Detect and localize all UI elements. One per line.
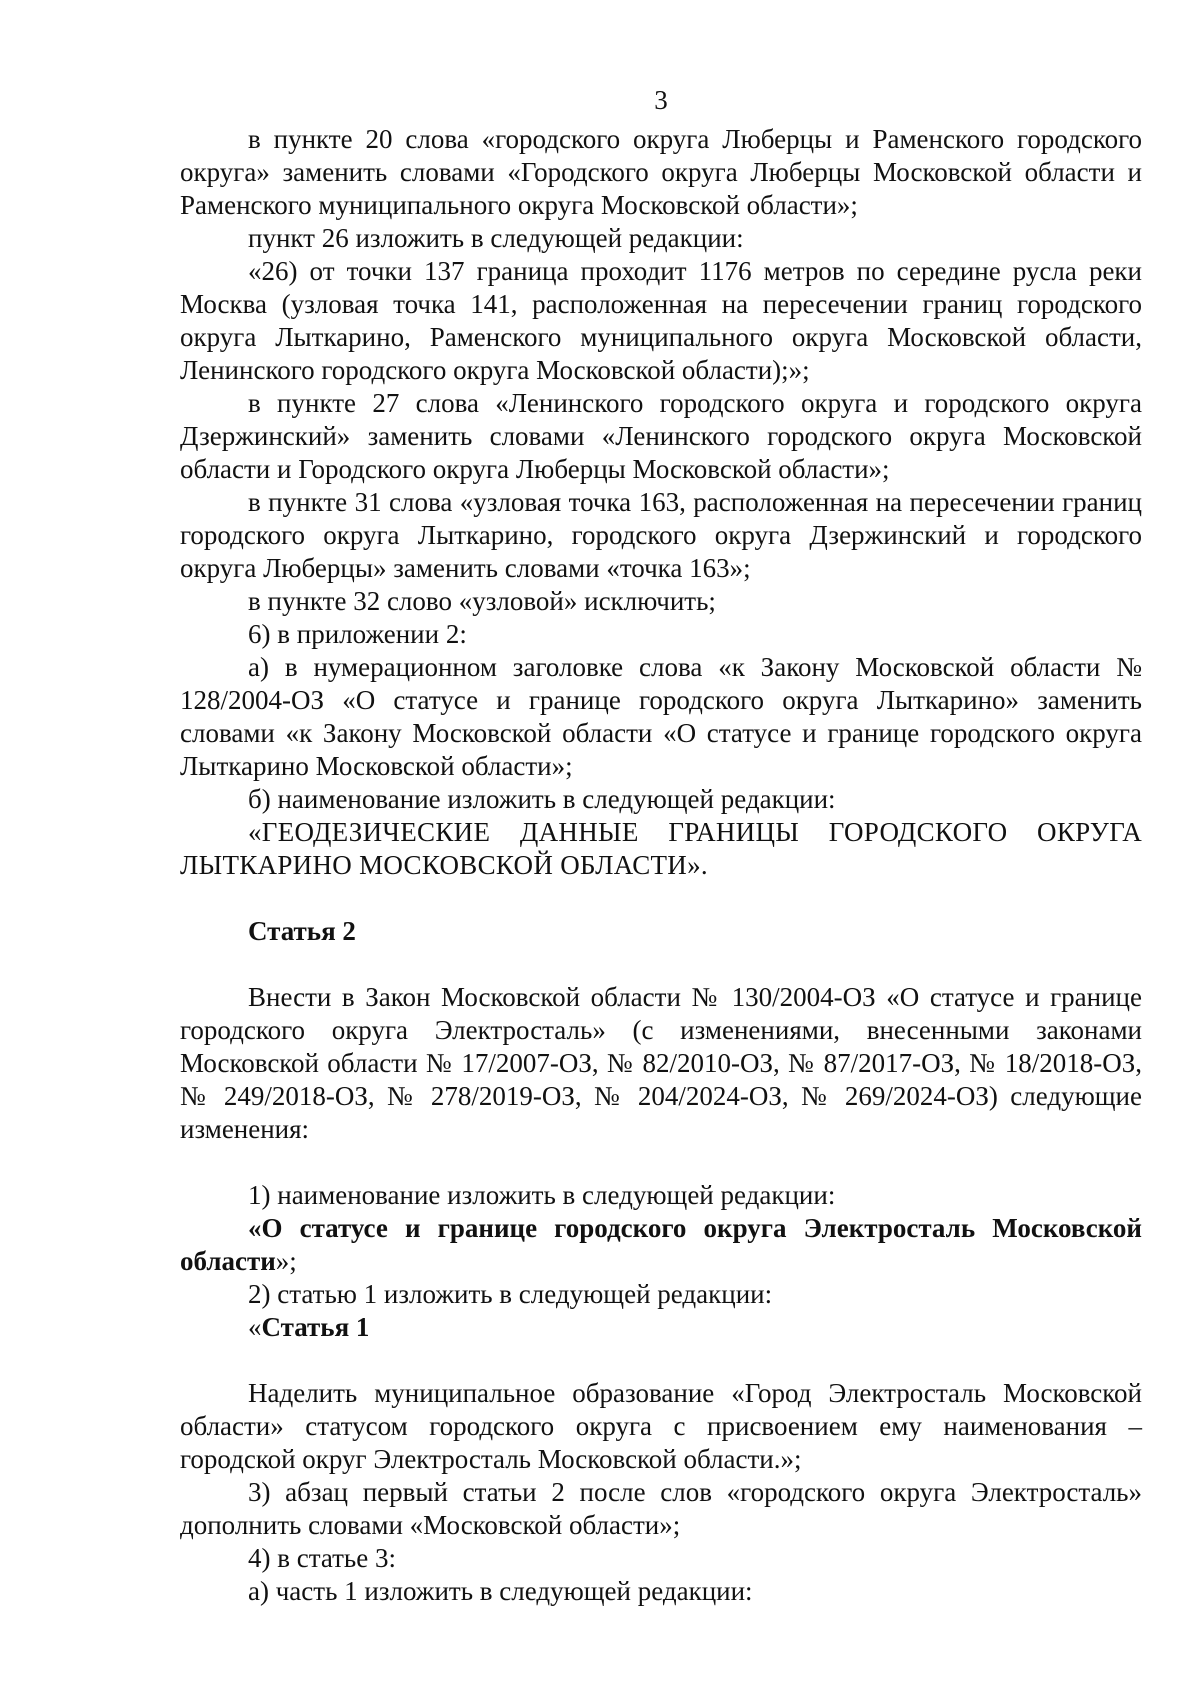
quote-end: »; — [275, 1246, 297, 1276]
spacer — [180, 1344, 1142, 1377]
article-1-title: Статья 1 — [261, 1312, 370, 1342]
paragraph: а) в нумерационном заголовке слова «к Закону Московской области № 128/2004-ОЗ «О статусе и границе городского округа Лыткарино» заменить словами «к Закону Московской области «О статусе и границе городского округа Лыткарино Московской области»; — [180, 652, 1142, 781]
paragraph: в пункте 27 слова «Ленинского городского округа и городского округа Дзержинский» заменить словами «Ленинского городского округа Московской области и Городского округа Люберцы Московской области»; — [180, 388, 1142, 484]
paragraph: пункт 26 изложить в следующей редакции: — [248, 223, 744, 253]
new-law-title: «О статусе и границе городского округа Электросталь Московской области — [180, 1213, 1142, 1276]
amendment-item-1-quote — [180, 1212, 1142, 1278]
article-2-intro: Внести в Закон Московской области № 130/2004-ОЗ «О статусе и границе городского округа Электросталь» (с изменениями, внесенными законами Московской области № 17/2007-ОЗ, № 82/2010-ОЗ, № 87/2017-ОЗ, № 18/2018-ОЗ, № 249/2018-ОЗ, № 278/2019-ОЗ, № 204/2024-ОЗ, № 269/2024-ОЗ) следующие изменения: — [180, 982, 1142, 1144]
spacer — [180, 1146, 1142, 1179]
amendment-item-4a: а) часть 1 изложить в следующей редакции: — [248, 1576, 753, 1606]
amendment-item-2: 2) статью 1 изложить в следующей редакции: — [248, 1279, 773, 1309]
spacer — [180, 882, 1142, 915]
amendment-item-2-article-title — [180, 1311, 1142, 1344]
paragraph: в пункте 20 слова «городского округа Люберцы и Раменского городского округа» заменить словами «Городского округа Люберцы Московской области и Раменского муниципального округа Московской области»; — [180, 124, 1142, 220]
quote-open: « — [248, 1312, 262, 1342]
page-number: 3 — [654, 85, 668, 115]
document-body — [180, 123, 1142, 1608]
amendment-item-4: 4) в статье 3: — [248, 1543, 396, 1573]
spacer — [180, 948, 1142, 981]
amendment-item-3: 3) абзац первый статьи 2 после слов «городского округа Электросталь» дополнить словами «Московской области»; — [180, 1477, 1142, 1540]
paragraph: в пункте 32 слово «узловой» исключить; — [248, 586, 716, 616]
paragraph: «ГЕОДЕЗИЧЕСКИЕ ДАННЫЕ ГРАНИЦЫ ГОРОДСКОГО ОКРУГА ЛЫТКАРИНО МОСКОВСКОЙ ОБЛАСТИ». — [180, 817, 1142, 880]
paragraph: б) наименование изложить в следующей редакции: — [248, 784, 836, 814]
paragraph: «26) от точки 137 граница проходит 1176 метров по середине русла реки Москва (узловая точка 141, расположенная на пересечении границ городского округа Лыткарино, Раменского муниципального округа Московской области, Ленинского городского округа Московской области);»; — [180, 256, 1142, 385]
article-1-text: Наделить муниципальное образование «Город Электросталь Московской области» статусом городского округа с присвоением ему наименования – городской округ Электросталь Московской области.»; — [180, 1378, 1142, 1474]
paragraph: 6) в приложении 2: — [248, 619, 467, 649]
article-2-title: Статья 2 — [248, 916, 356, 946]
amendment-item-1: 1) наименование изложить в следующей редакции: — [248, 1180, 836, 1210]
paragraph: в пункте 31 слова «узловая точка 163, расположенная на пересечении границ городского округа Лыткарино, городского округа Дзержинский и городского округа Люберцы» заменить словами «точка 163»; — [180, 487, 1142, 583]
